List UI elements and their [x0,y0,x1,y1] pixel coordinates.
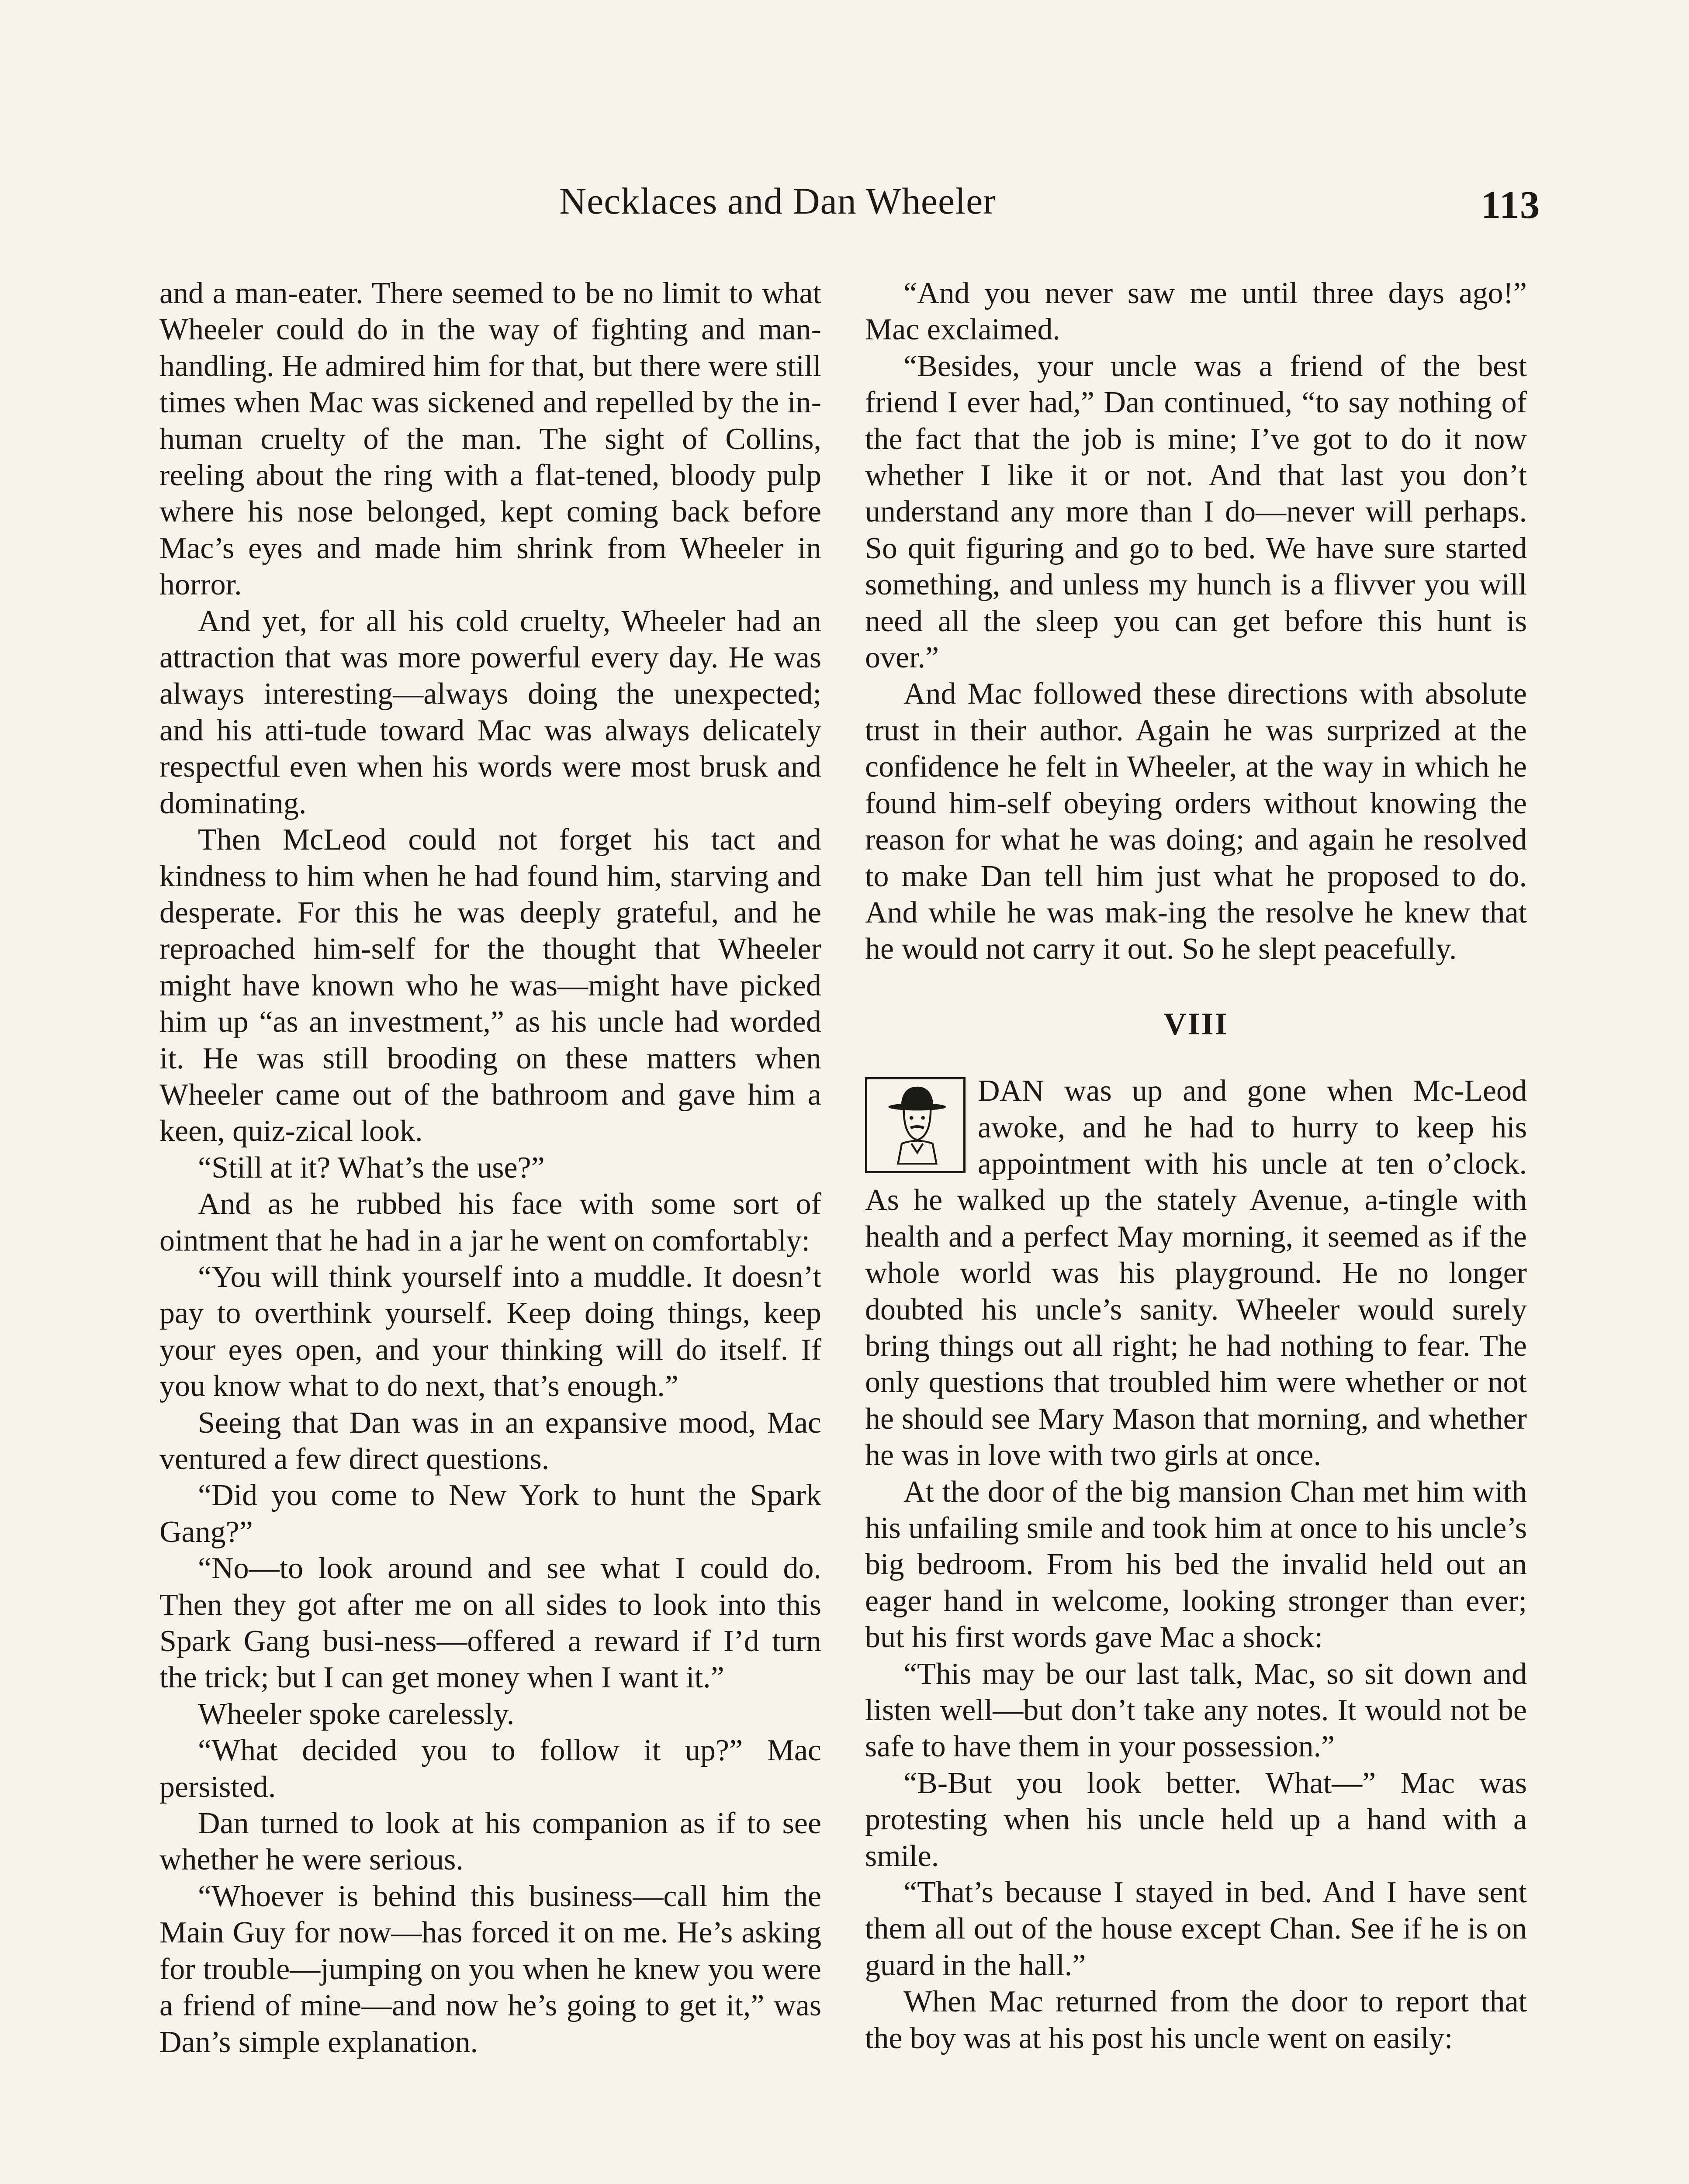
dropcap-text: DAN was up and gone when Mc-Leod awoke, and he had to hurry to keep his appointment with his uncle at ten o’clock. As he walked up the stately Avenue, a-tingle with health and a perfect May morning, it seemed as if the whole world was his playground. He no longer doubted his uncle’s sanity. Wheeler would surely bring things out all right; he had nothing to fear. The only questions that troubled him were whether or not he should see Mary Mason that morning, and whether he was in love with two girls at once. [865,1074,1527,1472]
man-with-bowler-hat-icon [865,1077,966,1173]
page-number: 113 [1481,183,1540,227]
paragraph: “That’s because I stayed in bed. And I have sent them all out of the house except Chan. See if he is on guard in the hall.” [865,1876,1527,1982]
paragraph: “You will think yourself into a muddle. It doesn’t pay to overthink yourself. Keep doing things, keep your eyes open, and your thinking will do itself. If you know what to do next, that’s enough.” [159,1260,821,1403]
paragraph: “Did you come to New York to hunt the Spark Gang?” [159,1479,821,1549]
running-title: Necklaces and Dan Wheeler [559,180,996,222]
left-column [159,275,821,2184]
paragraph: “And you never saw me until three days ago!” Mac exclaimed. [865,276,1527,347]
paragraph: Wheeler spoke carelessly. [198,1697,515,1731]
paragraph: And as he rubbed his face with some sort of ointment that he had in a jar he went on comfortably: [159,1187,821,1258]
paragraph: At the door of the big mansion Chan met him with his unfailing smile and took him at once to his uncle’s big bedroom. From his bed the invalid held out an eager hand in welcome, looking stronger than ever; but his first words gave Mac a shock: [865,1475,1527,1655]
running-header [0,179,1689,232]
paragraph: And Mac followed these directions with absolute trust in their author. Again he was surprized at the confidence he felt in Wheeler, at the way in which he found him-self obeying orders without knowing the reason for what he was doing; and again he resolved to make Dan tell him just what he proposed to do. And while he was mak-ing the resolve he knew that he would not carry it out. So he slept peacefully. [865,677,1527,966]
right-column [865,275,1527,2184]
paragraph: “What decided you to follow it up?” Mac persisted. [159,1734,821,1804]
paragraph: “B-But you look better. What—” Mac was protesting when his uncle held up a hand with a smile. [865,1766,1527,1873]
paragraph: “Besides, your uncle was a friend of the best friend I ever had,” Dan continued, “to say nothing of the fact that the job is mine; I’ve got to do it now whether I like it or not. And that last you don’t understand any more than I do—never will perhaps. So quit figuring and go to bed. We have sure started something, and unless my hunch is a flivver you will need all the sleep you can get before this hunt is over.” [865,349,1527,675]
paragraph: and a man-eater. There seemed to be no limit to what Wheeler could do in the way of fighting and man-handling. He admired him for that, but there were still times when Mac was sickened and repelled by the in-human cruelty of the man. The sight of Collins, reeling about the ring with a flat-tened, bloody pulp where his nose belonged, kept coming back before Mac’s eyes and made him shrink from Wheeler in horror. [159,276,821,602]
paragraph: Seeing that Dan was in an expansive mood, Mac ventured a few direct questions. [159,1406,821,1476]
paragraph: And yet, for all his cold cruelty, Wheeler had an attraction that was more powerful every day. He was always interesting—always doing the unexpected; and his atti-tude toward Mac was always delicately respectful even when his words were most brusk and dominating. [159,604,821,820]
paragraph: “Whoever is behind this business—call him the Main Guy for now—has forced it on me. He’s asking for trouble—jumping on you when he knew you were a friend of mine—and now he’s going to get it,” was Dan’s simple explanation. [159,1879,821,2059]
dropcap-paragraph [865,1073,1527,1473]
paragraph: “No—to look around and see what I could do. Then they got after me on all sides to look into this Spark Gang busi-ness—offered a reward if I’d turn the trick; but I can get money when I want it.” [159,1552,821,1695]
paragraph: Dan turned to look at his companion as if to see whether he were serious. [159,1807,821,1877]
paragraph: Then McLeod could not forget his tact and kindness to him when he had found him, starving and desperate. For this he was deeply grateful, and he reproached him-self for the thought that Wheeler might have known who he was—might have picked him up “as an investment,” as his uncle had worded it. He was still brooding on these matters when Wheeler came out of the bathroom and gave him a keen, quiz-zical look. [159,823,821,1148]
paragraph: “Still at it? What’s the use?” [198,1151,545,1185]
paragraph: When Mac returned from the door to report that the boy was at his post his uncle went on easily: [865,1985,1527,2055]
section-heading: VIII [1163,1006,1229,1041]
paragraph: “This may be our last talk, Mac, so sit down and listen well—but don’t take any notes. It would not be safe to have them in your possession.” [865,1657,1527,1764]
